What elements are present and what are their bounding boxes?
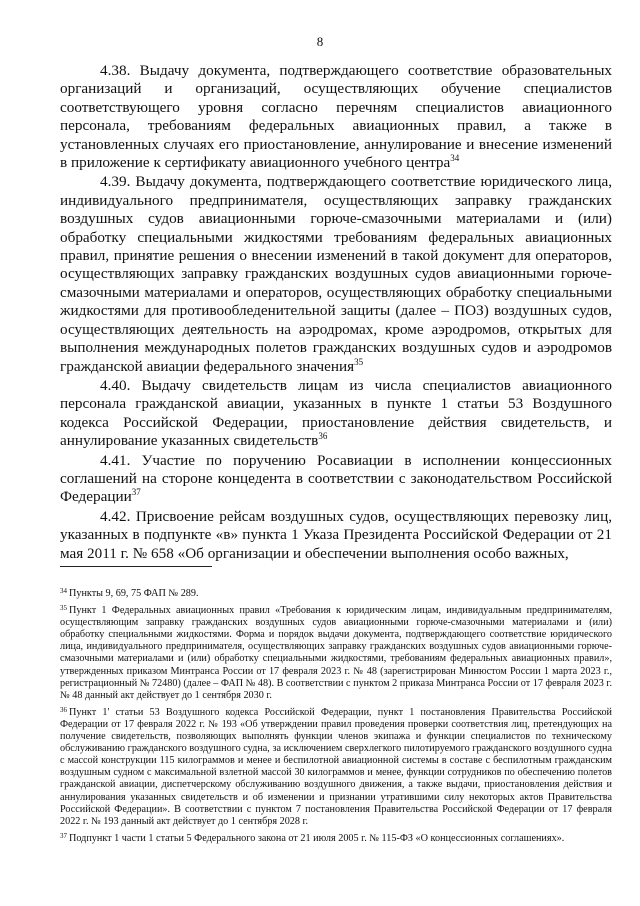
footnote-ref[interactable]: 37 [131, 487, 141, 498]
footnote-marker: 37 [60, 831, 67, 840]
footnotes [60, 585, 612, 845]
footnote-text: Пункты 9, 69, 75 ФАП № 289. [69, 588, 199, 599]
footnote-divider [60, 566, 212, 567]
footnote-marker: 34 [60, 587, 67, 595]
paragraph-4-39 [60, 173, 612, 375]
footnote-ref[interactable]: 36 [318, 431, 328, 442]
footnote-37 [60, 830, 612, 845]
footnote-marker: 36 [60, 705, 67, 714]
footnote-35 [60, 602, 612, 702]
footnote-36 [60, 704, 612, 828]
footnote-text: Пункт 1 Федеральных авиационных правил «Требования к юридическим лицам, индивидуальным предпринимателям, осуществляющим заправку гражданских воздушных судов авиационными горюче-смазочными материалами и (или) обработку специальными жидкостями. Форма и порядок выдачи документа, подтверждающего соответствие юридического лица, индивидуального предпринимателя, осуществляющих заправку гражданских воздушных судов авиационными горюче-смазочными материалами и (или) обработку специальными жидкостями, требованиям федеральных авиационных правил», утвержденных приказом Минтранса России от 17 февраля 2023 г. № 48 (зарегистрирован Минюстом России 1 марта 2023 г., регистрационный № 72480) (далее – ФАП № 48). В соответствии с пунктом 2 приказа Минтранса России от 17 февраля 2023 г. № 48 данный акт действует до 1 сентября 2030 г. [60, 605, 612, 701]
footnote-text: Подпункт 1 части 1 статьи 5 Федерального закона от 21 июля 2005 г. № 115-ФЗ «О концессионных соглашениях». [69, 832, 565, 844]
paragraph-4-41 [60, 452, 612, 507]
footnote-marker: 35 [60, 604, 67, 613]
paragraph-text: 4.40. Выдачу свидетельств лицам из числа специалистов авиационного персонала гражданской авиации, указанных в пункте 1 статьи 53 Воздушного кодекса Российской Федерации, приостановление действия свидетельств, и аннулирование указанных свидетельств [60, 376, 612, 450]
body-text [60, 62, 612, 563]
paragraph-text: 4.41. Участие по поручению Росавиации в исполнении концессионных соглашений на стороне концедента в соответствии с законодательством Российской Федерации [60, 451, 612, 506]
paragraph-4-40 [60, 377, 612, 451]
footnote-ref[interactable]: 35 [354, 356, 364, 367]
paragraph-text: 4.39. Выдачу документа, подтверждающего соответствие юридического лица, индивидуального предпринимателя, осуществляющих заправку гражданских воздушных судов авиационными горюче-смазочными материалами и (или) обработку специальными жидкостями требованиям федеральных авиационных правил, принятие решения о внесении изменений в такой документ для операторов, осуществляющих заправку гражданских воздушных судов авиационными горюче-смазочными материалами и операторов, осуществляющих обработку специальными жидкостями для противообледенительной защиты (далее – ПОЗ) воздушных судов, осуществляющих деятельность на аэродромах, кроме аэродромов, открытых для выполнения международных полетов гражданских воздушных судов и аэродромов гражданской авиации федерального значения [60, 173, 612, 375]
page-number: 8 [316, 34, 324, 49]
footnote-ref[interactable]: 34 [450, 152, 460, 163]
paragraph-4-42 [60, 508, 612, 563]
footnote-34 [60, 585, 612, 600]
paragraph-4-38 [60, 62, 612, 172]
footnote-text: Пункт 1' статьи 53 Воздушного кодекса Российской Федерации, пункт 1 постановления Правительства Российской Федерации от 17 февраля 2022 г. № 193 «Об утверждении правил проведения проверки соответствия лиц, претендующих на получение свидетельств, позволяющих выполнять функции членов экипажа и функции специалистов по техническому обслуживанию гражданского воздушного судна, за исключением сверхлегкого пилотируемого гражданского воздушного судна с массой конструкции 115 килограммов и менее и беспилотной авиационной системы в составе с беспилотным гражданским воздушным судном с максимальной взлетной массой 30 килограммов и менее, функции сотрудников по обеспечению полетов гражданской авиации, диспетчерскому обслуживанию воздушного движения, а также выдачи, приостановления действия и аннулирования указанных свидетельств и об изменении и признании утратившими силу некоторых актов Правительства Российской Федерации». В соответствии с пунктом 7 постановления Правительства Российской Федерации от 17 февраля 2022 г. № 193 данный акт действует до 1 сентября 2028 г. [60, 706, 612, 827]
paragraph-text: 4.38. Выдачу документа, подтверждающего соответствие образовательных организаций и организаций, осуществляющих обучение специалистов соответствующего уровня согласно перечням специалистов авиационного персонала, требованиям федеральных авиационных правил, а также в установленных случаях его приостановление, аннулирование и внесение изменений в приложение к сертификату авиационного учебного центра [60, 62, 612, 172]
paragraph-text: 4.42. Присвоение рейсам воздушных судов, осуществляющих перевозку лиц, указанных в подпункте «в» пункта 1 Указа Президента Российской Федерации от 21 мая 2011 г. № 658 «Об организации и обеспечении выполнения особо важных, [60, 507, 612, 562]
